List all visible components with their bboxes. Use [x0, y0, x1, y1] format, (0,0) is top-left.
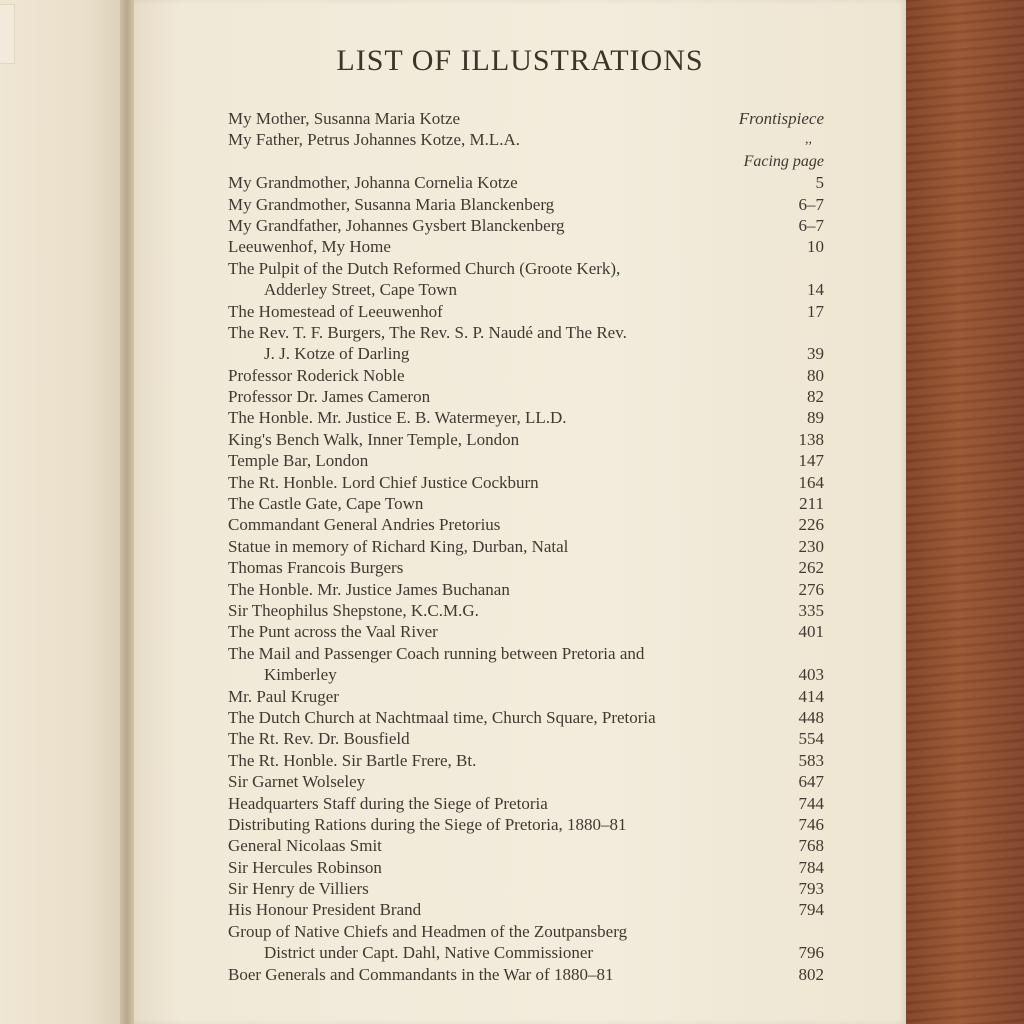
illustration-title: My Father, Petrus Johannes Kotze, M.L.A.	[228, 130, 521, 150]
right-page	[134, 0, 906, 1024]
list-item	[228, 921, 824, 942]
page-number: 164	[798, 472, 824, 492]
left-page	[0, 0, 128, 1024]
list-item	[228, 814, 824, 835]
illustration-title: My Grandmother, Susanna Maria Blanckenberg	[228, 194, 555, 214]
list-item	[228, 258, 824, 279]
illustration-title: My Grandfather, Johannes Gysbert Blanckenberg	[228, 215, 565, 235]
page-number: 6–7	[798, 194, 824, 214]
list-item	[228, 643, 824, 664]
illustration-title: My Mother, Susanna Maria Kotze	[228, 109, 461, 128]
page-number: 794	[798, 900, 824, 920]
list-item	[228, 129, 824, 150]
list-item	[228, 964, 824, 985]
illustration-title: Professor Dr. James Cameron	[228, 387, 431, 407]
illustration-title: The Rev. T. F. Burgers, The Rev. S. P. Naudé and The Rev.	[228, 322, 627, 342]
illustration-title: The Homestead of Leeuwenhof	[228, 301, 443, 321]
page-number: 10	[807, 237, 824, 257]
list-item	[228, 236, 824, 257]
illustration-title: His Honour President Brand	[228, 900, 422, 920]
illustration-title: Adderley Street, Cape Town	[264, 280, 458, 300]
list-item	[228, 835, 824, 856]
page-number: 768	[798, 836, 824, 856]
page-number: 14	[807, 280, 824, 300]
list-item	[228, 279, 824, 300]
illustration-title: Distributing Rations during the Siege of Pretoria, 1880–81	[228, 814, 627, 834]
illustration-title: Statue in memory of Richard King, Durban, Natal	[228, 536, 569, 556]
list-item	[228, 600, 824, 621]
page-number: 147	[798, 451, 824, 471]
illustration-title: Kimberley	[264, 665, 337, 685]
list-item	[228, 172, 824, 193]
page-number: Facing page	[743, 152, 824, 170]
page-number: 211	[799, 494, 824, 514]
page-number: 262	[798, 558, 824, 578]
list-item	[228, 750, 824, 771]
illustration-title: The Mail and Passenger Coach running between Pretoria and	[228, 643, 645, 663]
list-item	[228, 151, 824, 172]
list-item	[228, 450, 824, 471]
illustration-title: Group of Native Chiefs and Headmen of the Zoutpansberg	[228, 921, 628, 941]
page-number: 448	[798, 707, 824, 727]
illustration-title: Temple Bar, London	[228, 451, 369, 471]
page-number: 230	[798, 536, 824, 556]
page-number: 746	[798, 814, 824, 834]
page-number: 138	[798, 429, 824, 449]
list-item	[228, 579, 824, 600]
page-number: 6–7	[798, 215, 824, 235]
list-item	[228, 194, 824, 215]
illustration-title: The Pulpit of the Dutch Reformed Church (Groote Kerk),	[228, 258, 621, 278]
list-item	[228, 942, 824, 963]
page-number: 335	[798, 600, 824, 620]
page-number: 82	[807, 387, 824, 407]
list-item	[228, 793, 824, 814]
page-number: 5	[815, 173, 824, 193]
page-number: 744	[798, 793, 824, 813]
page-number: 89	[807, 408, 824, 428]
page-number: 796	[798, 943, 824, 963]
page-number: 554	[798, 729, 824, 749]
page-number: 276	[798, 579, 824, 599]
list-item	[228, 215, 824, 236]
page-number: 802	[798, 964, 824, 984]
list-item	[228, 301, 824, 322]
list-item	[228, 472, 824, 493]
illustration-title: The Rt. Rev. Dr. Bousfield	[228, 729, 410, 749]
list-item	[228, 407, 824, 428]
illustration-title: The Rt. Honble. Lord Chief Justice Cockburn	[228, 472, 539, 492]
illustration-title: J. J. Kotze of Darling	[264, 344, 410, 364]
illustration-title: The Honble. Mr. Justice E. B. Watermeyer, LL.D.	[228, 408, 567, 428]
illustration-title: King's Bench Walk, Inner Temple, London	[228, 429, 520, 449]
page-number: 414	[798, 686, 824, 706]
page-number: Frontispiece	[738, 109, 824, 128]
left-page-mark	[0, 4, 15, 64]
list-item	[228, 386, 824, 407]
illustration-title: District under Capt. Dahl, Native Commissioner	[264, 943, 594, 963]
list-item	[228, 664, 824, 685]
list-item	[228, 514, 824, 535]
illustration-title: Sir Garnet Wolseley	[228, 772, 366, 792]
page-number: 647	[798, 772, 824, 792]
page-number: 403	[798, 665, 824, 685]
illustration-title: Commandant General Andries Pretorius	[228, 515, 501, 535]
illustration-title: General Nicolaas Smit	[228, 836, 382, 856]
page-title: LIST OF ILLUSTRATIONS	[336, 44, 704, 77]
list-item	[228, 343, 824, 364]
wooden-table	[894, 0, 1024, 1024]
illustration-title: Headquarters Staff during the Siege of Pretoria	[228, 793, 548, 813]
illustration-title: The Castle Gate, Cape Town	[228, 494, 424, 514]
page-number: 401	[798, 622, 824, 642]
list-item	[228, 493, 824, 514]
page-number: 793	[798, 879, 824, 899]
list-item	[228, 686, 824, 707]
list-item	[228, 108, 824, 129]
page-number: ,,	[805, 132, 812, 148]
illustration-title: My Grandmother, Johanna Cornelia Kotze	[228, 173, 518, 193]
illustration-title: Sir Hercules Robinson	[228, 857, 382, 877]
page-number: 226	[798, 515, 824, 535]
page-number: 80	[807, 365, 824, 385]
illustration-title: Sir Henry de Villiers	[228, 879, 369, 899]
illustration-title: Thomas Francois Burgers	[228, 558, 404, 578]
illustration-title: The Honble. Mr. Justice James Buchanan	[228, 579, 510, 599]
illustration-list	[228, 108, 824, 985]
illustration-title: The Dutch Church at Nachtmaal time, Church Square, Pretoria	[228, 707, 656, 727]
illustration-title: Leeuwenhof, My Home	[228, 237, 391, 257]
list-item	[228, 621, 824, 642]
list-item	[228, 878, 824, 899]
list-item	[228, 557, 824, 578]
illustration-title: Professor Roderick Noble	[228, 365, 405, 385]
illustration-title: Sir Theophilus Shepstone, K.C.M.G.	[228, 600, 479, 620]
illustration-title: Boer Generals and Commandants in the War of 1880–81	[228, 964, 614, 984]
list-item	[228, 728, 824, 749]
list-item	[228, 771, 824, 792]
list-item	[228, 899, 824, 920]
list-item	[228, 322, 824, 343]
page-number: 784	[798, 857, 824, 877]
page-number: 39	[807, 344, 824, 364]
illustration-title: The Punt across the Vaal River	[228, 622, 438, 642]
illustration-title: The Rt. Honble. Sir Bartle Frere, Bt.	[228, 750, 477, 770]
list-item	[228, 429, 824, 450]
list-item	[228, 365, 824, 386]
illustration-title: Mr. Paul Kruger	[228, 686, 339, 706]
page-number: 583	[798, 750, 824, 770]
list-item	[228, 707, 824, 728]
list-item	[228, 536, 824, 557]
page-number: 17	[807, 301, 824, 321]
list-item	[228, 857, 824, 878]
